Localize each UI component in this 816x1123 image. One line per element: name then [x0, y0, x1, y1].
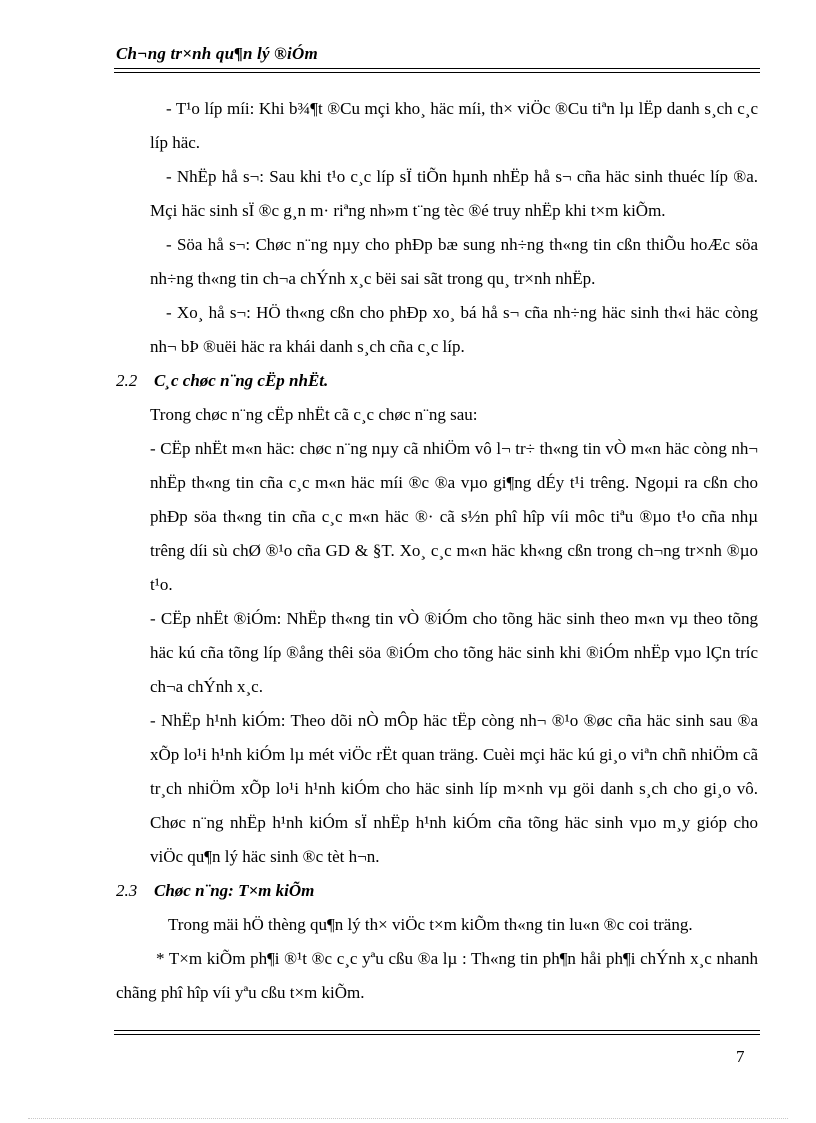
paragraph-update-subjects: - CËp nhËt m«n häc: chøc n¨ng nµy cã nhiÖm vô l¬ tr÷ th«ng tin vÒ m«n häc còng nh¬ nhËp th«ng tin cña c¸c m«n häc míi ®c ®a vµo gi¶ng dÉy t¹i trêng. Ngoµi ra cßn cho phÐp söa th«ng tin cña c¸c m«n häc ®· cã s½n phî hîp víi môc tiªu ®µo t¹o cña nhµ trêng díi sù chØ ®¹o cña GD & §T. Xo¸ c¸c m«n häc kh«ng cßn trong ch¬ng tr×nh ®µo t¹o.	[150, 439, 758, 594]
section-update-block	[116, 398, 758, 874]
paragraph-delete-records: - Xo¸ hå s¬: HÖ th«ng cßn cho phÐp xo¸ bá hå s¬ cña nh÷ng häc sinh th«i häc còng nh¬ bÞ ®uëi häc ra khái danh s¸ch cña c¸c líp.	[150, 303, 758, 356]
header-rule-top	[114, 68, 760, 69]
paragraph-edit-records: - Söa hå s¬: Chøc n¨ng nµy cho phÐp bæ sung nh÷ng th«ng tin cßn thiÕu hoÆc söa nh÷ng th«ng tin ch¬a chÝnh x¸c bëi sai sãt trong qu¸ tr×nh nhËp.	[150, 235, 758, 288]
paragraph-search-requirements: * T×m kiÕm ph¶i ®¹t ®c c¸c yªu cßu ®a lµ : Th«ng tin ph¶n håi ph¶i chÝnh x¸c nhanh chãng phî hîp víi yªu cßu t×m kiÕm.	[116, 949, 758, 1002]
header-rule-bottom	[114, 72, 760, 73]
footer-rule-bottom	[114, 1034, 760, 1035]
paragraph-update-intro: Trong chøc n¨ng cËp nhËt cã c¸c chøc n¨ng sau:	[150, 405, 478, 424]
paragraph-update-grades: - CËp nhËt ®iÓm: NhËp th«ng tin vÒ ®iÓm cho tõng häc sinh theo m«n vµ theo tõng häc kú cña tõng líp ®ång thêi söa ®iÓm cho tõng häc sinh khi ®iÓm nhËp vµo lÇn tríc ch¬a chÝnh x¸c.	[150, 609, 758, 696]
section-number: 2.2	[116, 371, 138, 390]
paragraph-create-class: - T¹o líp míi: Khi b¾¶t ®Cu mçi kho¸ häc míi, th× viÖc ®Cu tiªn lµ lËp danh s¸ch c¸c líp häc.	[150, 99, 758, 152]
paragraph-enter-records: - NhËp hå s¬: Sau khi t¹o c¸c líp sÏ tiÕn hµnh nhËp hå s¬ cña häc sinh thuéc líp ®a. Mçi häc sinh sÏ ®c g¸n m· riªng nh»m t¨ng tèc ®é truy nhËp khi t×m kiÕm.	[150, 167, 758, 220]
footer-rule-top	[114, 1030, 760, 1031]
page-number: 7	[736, 1047, 745, 1066]
body-content	[116, 92, 758, 1010]
section-heading-2-3	[116, 874, 758, 908]
section-heading-2-2	[116, 364, 758, 398]
paragraph-search-intro: Trong mäi hÖ thèng qu¶n lý th× viÖc t×m kiÕm th«ng tin lu«n ®c coi träng.	[168, 915, 693, 934]
section-create-class-block	[116, 92, 758, 364]
section-title: Chøc n¨ng: T×m kiÕm	[154, 881, 315, 900]
running-header: Ch¬ng tr×nh qu¶n lý ®iÓm	[116, 44, 318, 63]
page-bottom-divider	[28, 1118, 788, 1119]
paragraph-enter-conduct: - NhËp h¹nh kiÓm: Theo dõi nÒ mÔp häc tËp còng nh¬ ®¹o ®øc cña häc sinh sau ®a xÕp lo¹i h¹nh kiÓm lµ mét viÖc rËt quan träng. Cuèi mçi häc kú gi¸o viªn chñ nhiÖm cã tr¸ch nhiÖm xÕp lo¹i h¹nh kiÓm cho häc sinh líp m×nh vµ göi danh s¸ch cho gi¸o vô. Chøc n¨ng nhËp h¹nh kiÓm sÏ nhËp h¹nh kiÓm cña tõng häc sinh vµo m¸y gióp cho viÖc qu¶n lý häc sinh ®c tèt h¬n.	[150, 711, 758, 866]
section-number: 2.3	[116, 881, 138, 900]
section-title: C¸c chøc n¨ng cËp nhËt.	[154, 371, 329, 390]
